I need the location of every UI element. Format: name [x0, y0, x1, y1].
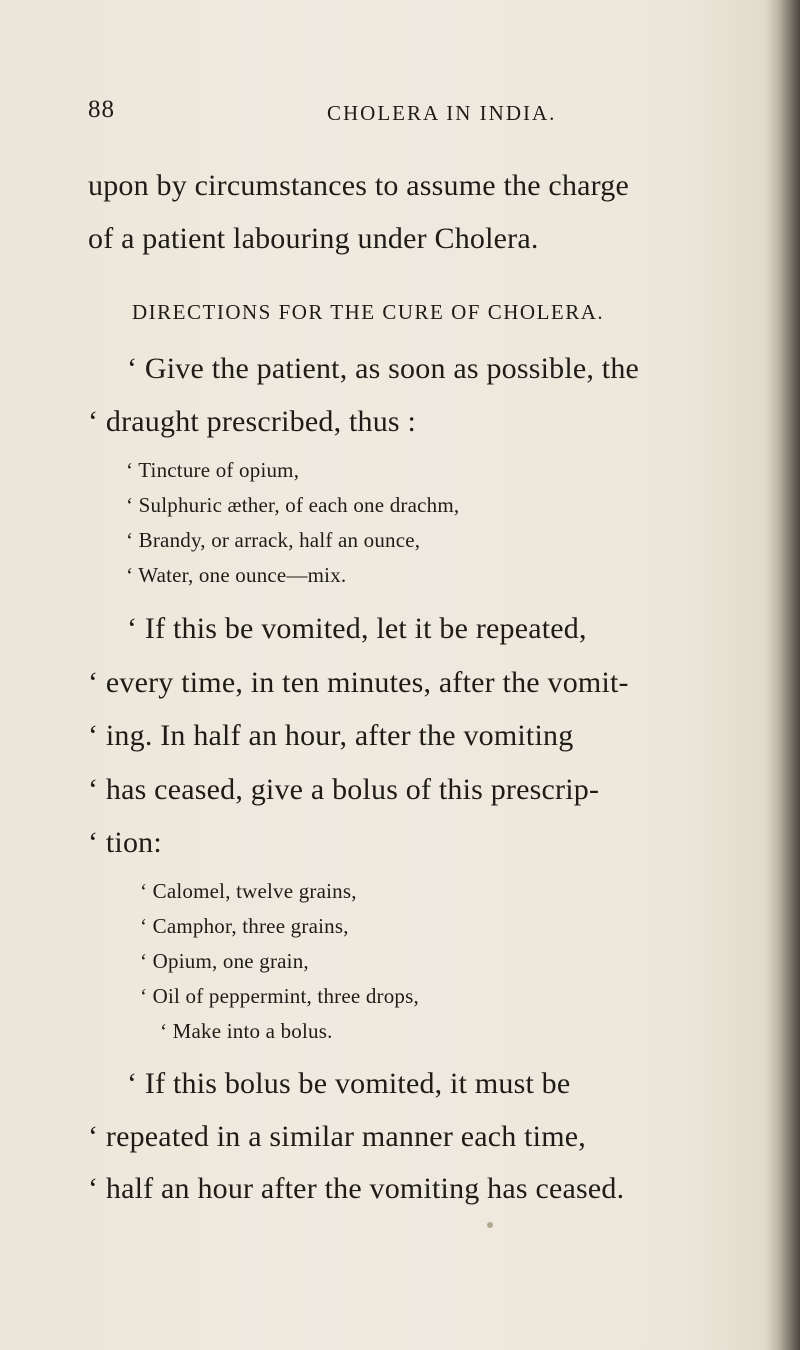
paper-speck [487, 1222, 493, 1228]
intro-line-1: upon by circumstances to assume the charge [88, 169, 630, 202]
prescription-2-line-1: ‘ Calomel, twelve grains, [140, 879, 357, 903]
paragraph-3-line-2: ‘ repeated in a similar manner each time, [88, 1120, 586, 1153]
paragraph-2-line-1: ‘ If this be vomited, let it be repeated, [127, 612, 587, 645]
paragraph-2-line-5: ‘ tion: [88, 826, 162, 859]
prescription-1-line-2: ‘ Sulphuric æther, of each one drachm, [126, 493, 460, 517]
paragraph-2-line-4: ‘ has ceased, give a bolus of this prescrip- [88, 773, 600, 806]
intro-line-2: of a patient labouring under Cholera. [88, 222, 539, 255]
paragraph-2-line-3: ‘ ing. In half an hour, after the vomiting [88, 719, 574, 752]
prescription-1-line-1: ‘ Tincture of opium, [126, 458, 300, 482]
prescription-2-line-4: ‘ Oil of peppermint, three drops, [140, 984, 419, 1008]
paragraph-2-line-2: ‘ every time, in ten minutes, after the vomit- [88, 666, 629, 699]
prescription-2-line-5: ‘ Make into a bolus. [160, 1019, 333, 1043]
prescription-1-line-3: ‘ Brandy, or arrack, half an ounce, [126, 528, 421, 552]
section-heading: DIRECTIONS FOR THE CURE OF CHOLERA. [132, 300, 605, 324]
page-edge-shadow [766, 0, 800, 1350]
prescription-2-line-2: ‘ Camphor, three grains, [140, 914, 349, 938]
paragraph-1-line-2: ‘ draught prescribed, thus : [88, 405, 417, 438]
prescription-1-line-4: ‘ Water, one ounce—mix. [126, 563, 347, 587]
paragraph-3-line-1: ‘ If this bolus be vomited, it must be [127, 1067, 571, 1100]
paragraph-1-line-1: ‘ Give the patient, as soon as possible, the [127, 352, 640, 385]
prescription-2-line-3: ‘ Opium, one grain, [140, 949, 309, 973]
running-head: CHOLERA IN INDIA. [327, 101, 557, 125]
page-header [0, 96, 800, 136]
paragraph-3-line-3: ‘ half an hour after the vomiting has ceased. [88, 1172, 625, 1205]
page-number: 88 [88, 96, 115, 123]
